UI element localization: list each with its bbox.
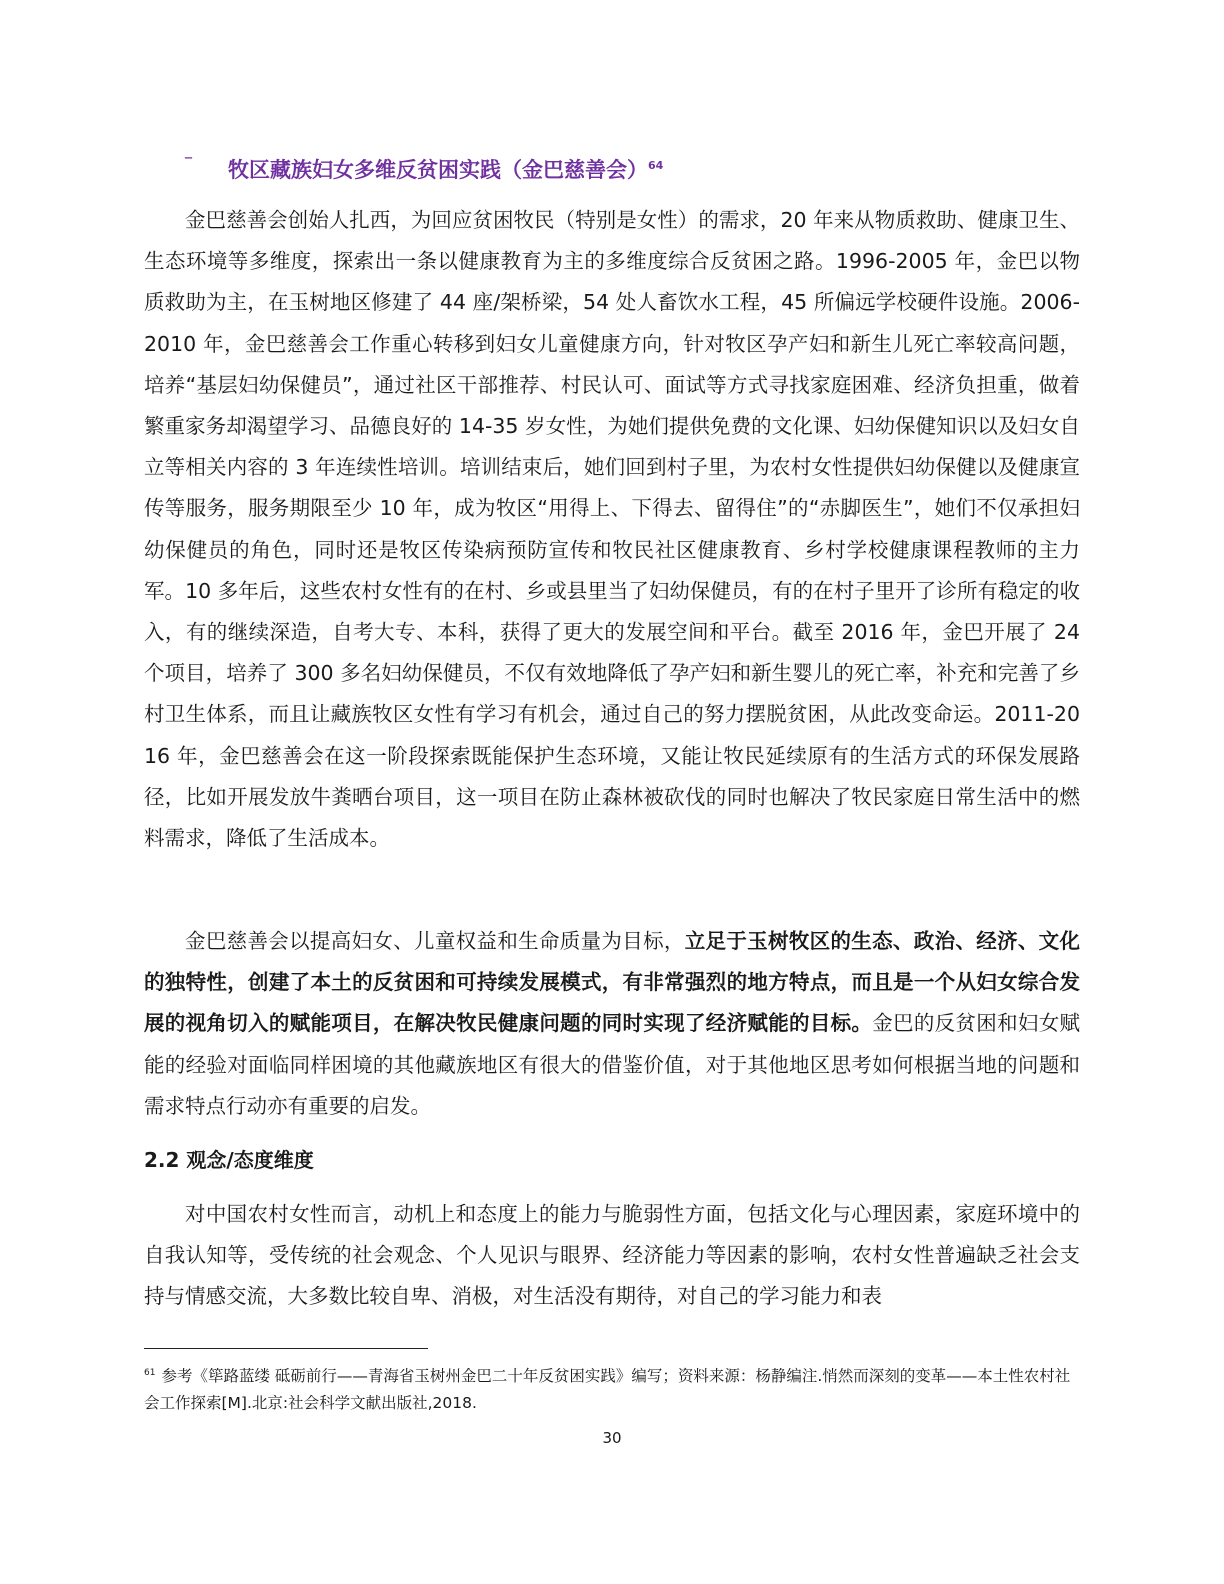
footnote-divider <box>144 1348 428 1349</box>
paragraph-2-bold: 立足于玉树牧区的生态、政治、经济、文化的独特性，创建了本土的反贫困和可持续发展模式，有非常强烈的地方特点，而且是一个从妇女综合发展的视角切入的赋能项目，在解决牧民健康问题的同时实现了经济赋能的目标。 <box>144 929 1081 1036</box>
paragraph-2-tail: 金巴的反贫困和妇女赋能的经验对面临同样困境的其他藏族地区有很大的借鉴价值，对于其他地区思考如何根据当地的问题和需求特点行动亦有重要的启发。 <box>144 1011 1081 1118</box>
heading-bullet: – <box>184 147 193 168</box>
subsection-heading: 2.2 观念/态度维度 <box>144 1148 314 1172</box>
page-number: 30 <box>602 1429 622 1447</box>
paragraph-2-lead: 金巴慈善会以提高妇女、儿童权益和生命质量为目标， <box>185 929 685 953</box>
heading-title-wrap <box>228 150 663 186</box>
paragraph-3: 对中国农村女性而言，动机上和态度上的能力与脆弱性方面，包括文化与心理因素，家庭环境中的自我认知等，受传统的社会观念、个人见识与眼界、经济能力等因素的影响，农村女性普遍缺乏社会支持与情感交流，大多数比较自卑、消极，对生活没有期待，对自己的学习能力和表 <box>144 1202 1080 1309</box>
paragraph-1: 金巴慈善会创始人扎西，为回应贫困牧民（特别是女性）的需求，20 年来从物质救助、健康卫生、生态环境等多维度，探索出一条以健康教育为主的多维度综合反贫困之路。1996-2005 年，金巴以物质救助为主，在玉树地区修建了 44 座/架桥梁，54 处人畜饮水工程，45 所偏远学校硬件设施。2006-2010 年，金巴慈善会工作重心转移到妇女儿童健康方向，针对牧区孕产妇和新生儿死亡率较高问题，培养“基层妇幼保健员”，通过社区干部推荐、村民认可、面试等方式寻找家庭困难、经济负担重，做着繁重家务却渴望学习、品德良好的 14-35 岁女性，为她们提供免费的文化课、妇幼保健知识以及妇女自立等相关内容的 3 年连续性培训。培训结束后，她们回到村子里，为农村女性提供妇幼保健以及健康宣传等服务，服务期限至少 10 年，成为牧区“用得上、下得去、留得住”的“赤脚医生”，她们不仅承担妇幼保健员的角色，同时还是牧区传染病预防宣传和牧民社区健康教育、乡村学校健康课程教师的主力军。10 多年后，这些农村女性有的在村、乡或县里当了妇幼保健员，有的在村子里开了诊所有稳定的收入，有的继续深造，自考大专、本科，获得了更大的发展空间和平台。截至 2016 年，金巴开展了 24 个项目，培养了 300 多名妇幼保健员，不仅有效地降低了孕产妇和新生婴儿的死亡率，补充和完善了乡村卫生体系，而且让藏族牧区女性有学习有机会，通过自己的努力摆脱贫困，从此改变命运。2011-2016 年，金巴慈善会在这一阶段探索既能保护生态环境，又能让牧民延续原有的生活方式的环保发展路径，比如开展发放牛粪晒台项目，这一项目在防止森林被砍伐的同时也解决了牧民家庭日常生活中的燃料需求，降低了生活成本。 <box>144 208 1080 851</box>
footnote-text: 参考《筚路蓝缕 砥砺前行——青海省玉树州金巴二十年反贫困实践》编写；资料来源：杨静编注.悄然而深刻的变革——本土性农村社会工作探索[M].北京:社会科学文献出版社,2018. <box>144 1367 1071 1413</box>
heading-footnote-ref[interactable]: 64 <box>648 159 664 172</box>
paragraph-2 <box>144 921 1080 1127</box>
heading-title: 牧区藏族妇女多维反贫困实践（金巴慈善会） <box>228 158 648 182</box>
footnote-marker: 61 <box>144 1368 156 1378</box>
footnote <box>144 1360 1084 1417</box>
